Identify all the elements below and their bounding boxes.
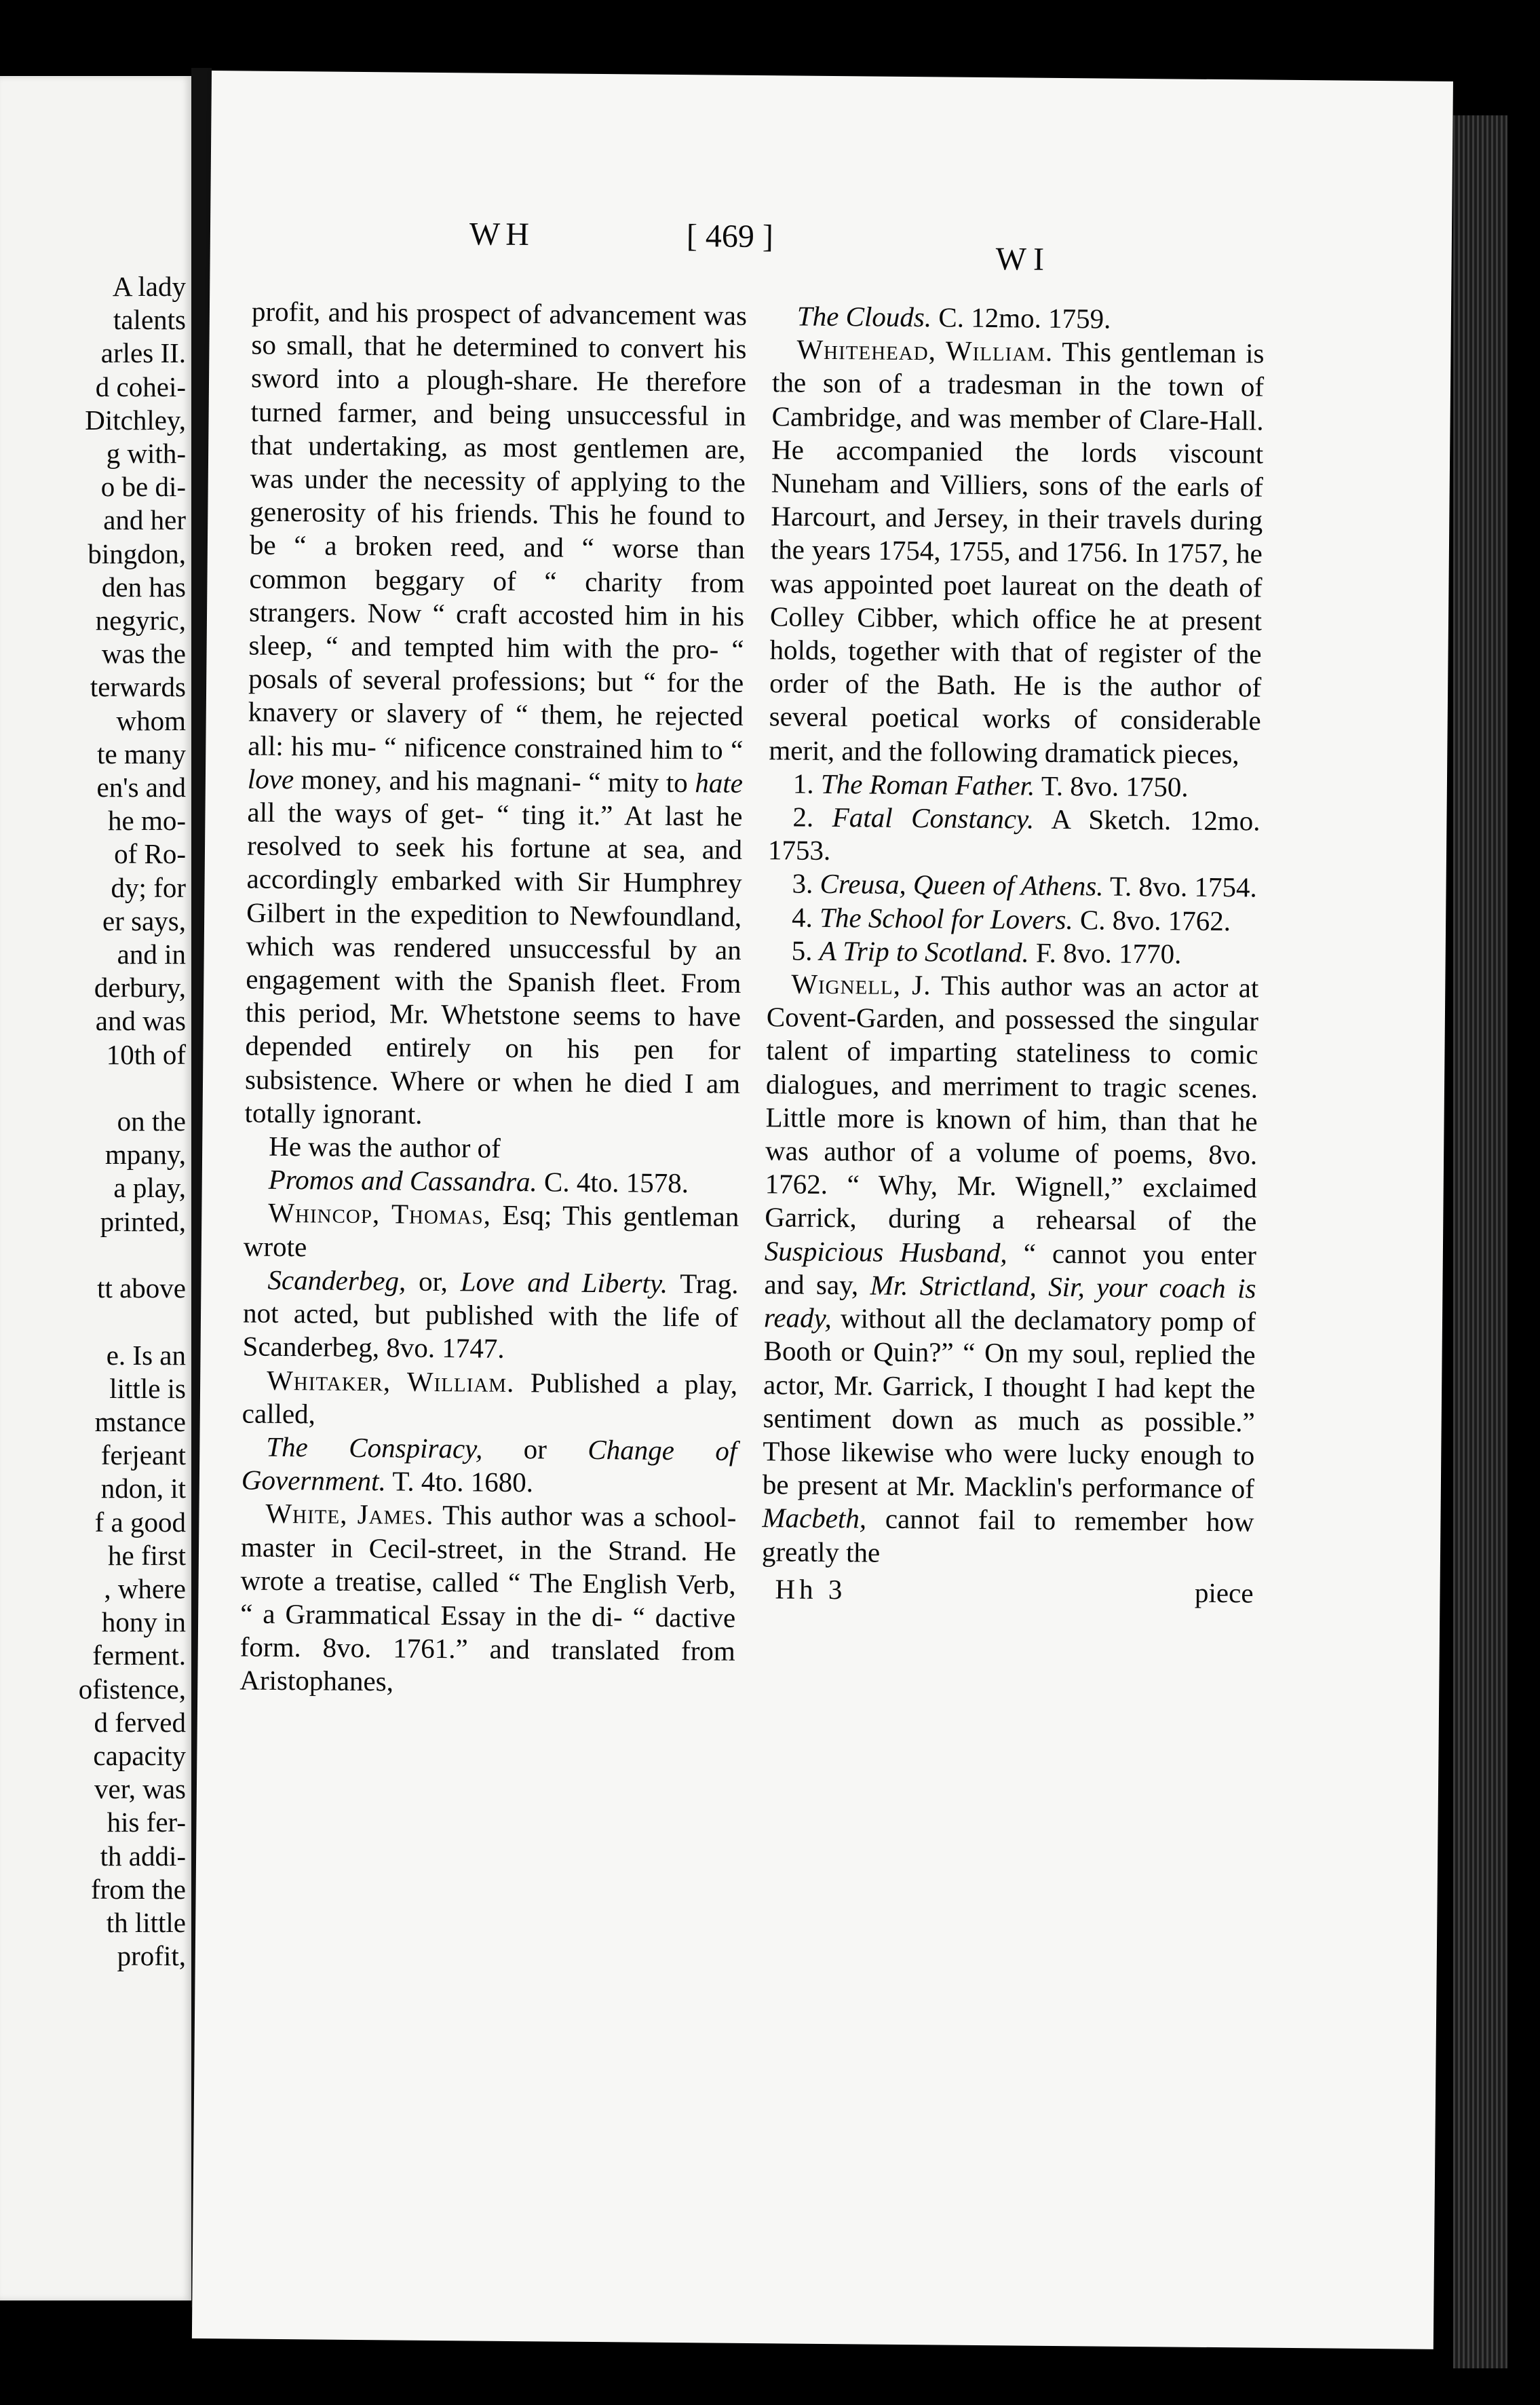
- left-fragment-line: th addi-: [100, 1840, 186, 1872]
- left-fragment-line: and her: [103, 504, 186, 536]
- left-fragment-line: [3, 1305, 186, 1338]
- left-fragment-line: ver, was: [94, 1773, 186, 1805]
- main-page: [192, 71, 1453, 2349]
- entry-whitaker: Whitaker, William. Published a play, called,: [242, 1364, 738, 1430]
- left-fragment-line: , where: [104, 1572, 186, 1604]
- left-fragment-line: he mo-: [108, 805, 186, 837]
- running-head: [210, 213, 1452, 278]
- left-fragment-line: a play,: [113, 1172, 186, 1204]
- left-fragment-line: tt above: [97, 1272, 186, 1304]
- page-number: [ 469 ]: [686, 218, 774, 255]
- left-fragment-line: A lady: [112, 271, 186, 302]
- left-fragment-line: of Ro-: [114, 838, 186, 870]
- left-fragment-line: mpany,: [104, 1139, 186, 1171]
- left-fragment-line: mstance: [94, 1405, 186, 1437]
- right-column: [761, 299, 1265, 1610]
- whitehead-works-list: [767, 767, 1261, 972]
- left-fragment-line: and in: [117, 939, 186, 970]
- whitehead-work-item: 1. The Roman Father. T. 8vo. 1750.: [792, 768, 1189, 803]
- catchword: piece: [1194, 1576, 1254, 1609]
- work-clouds: The Clouds. C. 12mo. 1759.: [796, 300, 1111, 335]
- left-fragment-line: f a good: [94, 1506, 186, 1538]
- page-edges: [1453, 115, 1507, 2368]
- left-fragment-line: arles II.: [100, 337, 186, 369]
- left-fragment-line: capacity: [93, 1739, 186, 1771]
- left-fragment-line: er says,: [102, 905, 186, 936]
- left-fragment-line: e. Is an: [106, 1339, 186, 1371]
- whitehead-work-item: 2. Fatal Constancy. A Sketch. 12mo. 1753.: [767, 801, 1260, 867]
- left-fragment-line: den has: [101, 571, 186, 603]
- signature-mark: Hh 3: [775, 1573, 847, 1605]
- whitehead-work-item: 5. A Trip to Scotland. F. 8vo. 1770.: [791, 934, 1182, 970]
- author-of-line: He was the author of: [269, 1130, 501, 1164]
- left-fragment-line: terwards: [90, 671, 186, 703]
- running-head-right: WI: [995, 241, 1052, 278]
- left-fragment-line: 10th of: [106, 1038, 186, 1070]
- left-fragment-line: bingdon,: [88, 537, 186, 569]
- left-fragment-line: profit,: [117, 1940, 186, 1972]
- work-promos: Promos and Cassandra. C. 4to. 1578.: [268, 1164, 689, 1199]
- entry-whitehead: Whitehead, William. This gentleman is the son of a tradesman in the town of Cambridge, and was member of Clare-Hall. He accompanied the lords viscount Nuneham and Villiers, sons of the earls of Harcourt, and Jersey, in their travels during the years 1754, 1755, and 1756. In 1757, he was appointed poet laureat on the death of Colley Cibber, which office he at present holds, together with that of register of the order of the Bath. He is the author of several poetical works of considerable merit, and the following dramatick pieces,: [769, 333, 1265, 770]
- left-fragment-line: te many: [97, 738, 186, 770]
- left-fragment-line: talents: [113, 304, 186, 336]
- left-fragment-line: little is: [109, 1372, 186, 1404]
- left-fragment-line: Ditchley,: [85, 404, 186, 436]
- left-fragment-line: dy; for: [111, 871, 186, 903]
- left-fragment-line: on the: [117, 1105, 186, 1137]
- left-fragment-line: d ferved: [94, 1706, 186, 1738]
- left-fragment-line: he first: [108, 1539, 186, 1571]
- whetstone-continuation: profit, and his prospect of advancement was so small, that he determined to convert his sword into a plough-share. He therefore turned farmer, and being unsuccessful in that undertaking, as most gentlemen are, was under the necessity of applying to the generosity of his friends. This he found to be “ a broken reed, and “ worse than common beggary of “ charity from strangers. Now “ craft accosted him in his sleep, “ and tempted him with the pro- “ posals of several professions; but “ for the knavery or slavery of “ them, he rejected all: his mu- “ nificence constrained him to “ love money, and his magnani- “ mity to hate all the ways of get- “ ting it.” At last he resolved to seek his fortune at sea, and accordingly embarked with Sir Humphrey Gilbert in the expedition to Newfoundland, which was rendered unsuccessful by an engagement with the Spanish fleet. From this period, Mr. Whetstone seems to have depended entirely on his pen for subsistence. Where or when he died I am totally ignorant.: [244, 295, 748, 1130]
- left-fragment-line: from the: [90, 1873, 186, 1905]
- entry-whincop: Whincop, Thomas, Esq; This gentleman wrote: [243, 1197, 739, 1262]
- left-fragment-line: o be di-: [100, 471, 186, 503]
- left-fragment-line: printed,: [100, 1205, 186, 1237]
- work-conspiracy: The Conspiracy, or Change of Government. T. 4to. 1680.: [241, 1431, 737, 1498]
- left-fragment-line: whom: [116, 704, 186, 736]
- work-scanderbeg: Scanderbeg, or, Love and Liberty. Trag. not acted, but published with the life of Scanderbeg, 8vo. 1747.: [242, 1264, 739, 1365]
- left-fragment-line: [3, 1238, 186, 1272]
- left-fragment-line: was the: [101, 638, 186, 670]
- entry-white: White, James. This author was a school-master in Cecil-street, in the Strand. He wrote a treatise, called “ The English Verb, “ a Grammatical Essay in the di- “ dactive form. 8vo. 1761.” and translated from Aristophanes,: [239, 1498, 737, 1697]
- left-fragment-line: his fer-: [107, 1806, 186, 1838]
- signature-line: [761, 1572, 1253, 1610]
- whitehead-work-item: 3. Creusa, Queen of Athens. T. 8vo. 1754.: [792, 867, 1257, 903]
- left-column: [239, 295, 747, 1702]
- left-page-fragment: [3, 270, 186, 1973]
- left-fragment-line: derbury,: [94, 972, 186, 1004]
- left-fragment-line: ferjeant: [100, 1439, 186, 1471]
- left-fragment-line: th little: [106, 1906, 186, 1938]
- left-facing-page: [0, 76, 191, 2300]
- left-fragment-line: ferment.: [92, 1640, 186, 1671]
- left-fragment-line: d cohei-: [95, 371, 186, 402]
- left-fragment-line: g with-: [106, 438, 186, 470]
- left-fragment-line: and was: [95, 1005, 186, 1037]
- left-fragment-line: ofistence,: [78, 1673, 186, 1705]
- entry-wignell: Wignell, J. This author was an actor at Covent-Garden, and possessed the singular talent of imparting stateliness to comic dialogues, and merriment to tragic scenes. Little more is known of him, than that he was author of a volume of poems, 8vo. 1762. “ Why, Mr. Wignell,” exclaimed Garrick, during a rehearsal of the Suspicious Husband, “ cannot you enter and say, Mr. Strictland, Sir, your coach is ready, without all the declamatory pomp of Booth or Quin?” “ On my soul, replied the actor, Mr. Garrick, I thought I had kept the sentiment down as much as possible.” Those likewise who were lucky enough to be present at Mr. Macklin's performance of Macbeth, cannot fail to remember how greatly the: [761, 968, 1259, 1568]
- running-head-left: WH: [469, 216, 535, 253]
- left-fragment-line: hony in: [101, 1606, 186, 1638]
- left-fragment-line: en's and: [96, 772, 186, 803]
- left-fragment-line: ndon, it: [100, 1473, 186, 1504]
- whitehead-work-item: 4. The School for Lovers. C. 8vo. 1762.: [791, 901, 1231, 936]
- left-fragment-line: negyric,: [95, 605, 186, 637]
- left-fragment-line: [3, 1072, 186, 1105]
